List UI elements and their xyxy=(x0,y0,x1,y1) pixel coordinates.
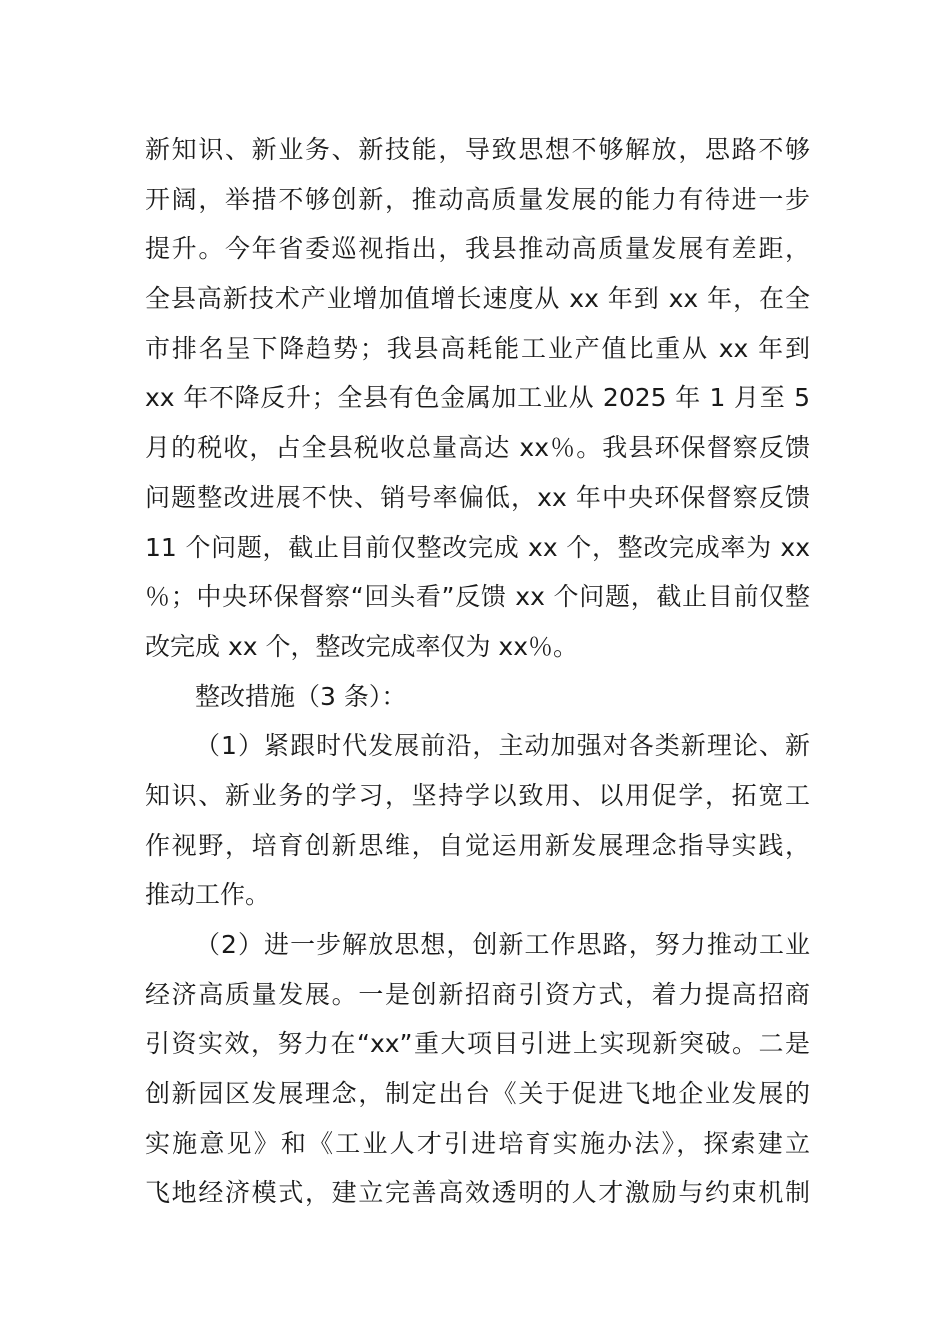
text-line: 11 个问题，截止目前仅整改完成 xx 个，整改完成率为 xx xyxy=(145,532,810,562)
text-line: 新知识、新业务、新技能，导致思想不够解放，思路不够 xyxy=(145,135,810,164)
text-line: 月的税收，占全县税收总量高达 xx％。我县环保督察反馈 xyxy=(145,433,810,463)
document-body xyxy=(145,125,810,1218)
text-line: 经济高质量发展。一是创新招商引资方式，着力提高招商 xyxy=(145,979,810,1009)
text-line: 开阔，举措不够创新，推动高质量发展的能力有待进一步 xyxy=(145,184,810,214)
paragraph-measure-2 xyxy=(145,920,810,1218)
text-line: xx 年不降反升；全县有色金属加工业从 2025 年 1 月至 5 xyxy=(145,383,810,413)
paragraph-problem-description xyxy=(145,125,810,672)
text-line: 飞地经济模式，建立完善高效透明的人才激励与约束机制 xyxy=(145,1178,810,1208)
text-line: 知识、新业务的学习，坚持学以致用、以用促学，拓宽工 xyxy=(145,780,810,810)
text-line: 问题整改进展不快、销号率偏低，xx 年中央环保督察反馈 xyxy=(145,482,810,512)
text-line: 提升。今年省委巡视指出，我县推动高质量发展有差距， xyxy=(145,234,810,264)
paragraph-measure-1 xyxy=(145,721,810,920)
text-line: 改完成 xx 个，整改完成率仅为 xx％。 xyxy=(145,631,579,661)
text-line: （2）进一步解放思想，创新工作思路，努力推动工业 xyxy=(195,930,810,959)
text-line: 全县高新技术产业增加值增长速度从 xx 年到 xx 年，在全 xyxy=(145,284,810,314)
text-line: 引资实效，努力在“xx”重大项目引进上实现新突破。二是 xyxy=(145,1029,810,1059)
text-line: 推动工作。 xyxy=(145,880,271,910)
section-heading-measures: 整改措施（3 条）： xyxy=(195,681,407,711)
text-line: 作视野，培育创新思维，自觉运用新发展理念指导实践， xyxy=(145,830,810,860)
text-line: 创新园区发展理念，制定出台《关于促进飞地企业发展的 xyxy=(145,1079,810,1109)
text-line: ％；中央环保督察“回头看”反馈 xx 个问题，截止目前仅整 xyxy=(145,582,810,612)
text-line: 实施意见》和《工业人才引进培育实施办法》，探索建立 xyxy=(145,1128,810,1158)
text-line: 市排名呈下降趋势；我县高耗能工业产值比重从 xx 年到 xyxy=(145,333,810,363)
text-line: （1）紧跟时代发展前沿，主动加强对各类新理论、新 xyxy=(195,731,810,761)
